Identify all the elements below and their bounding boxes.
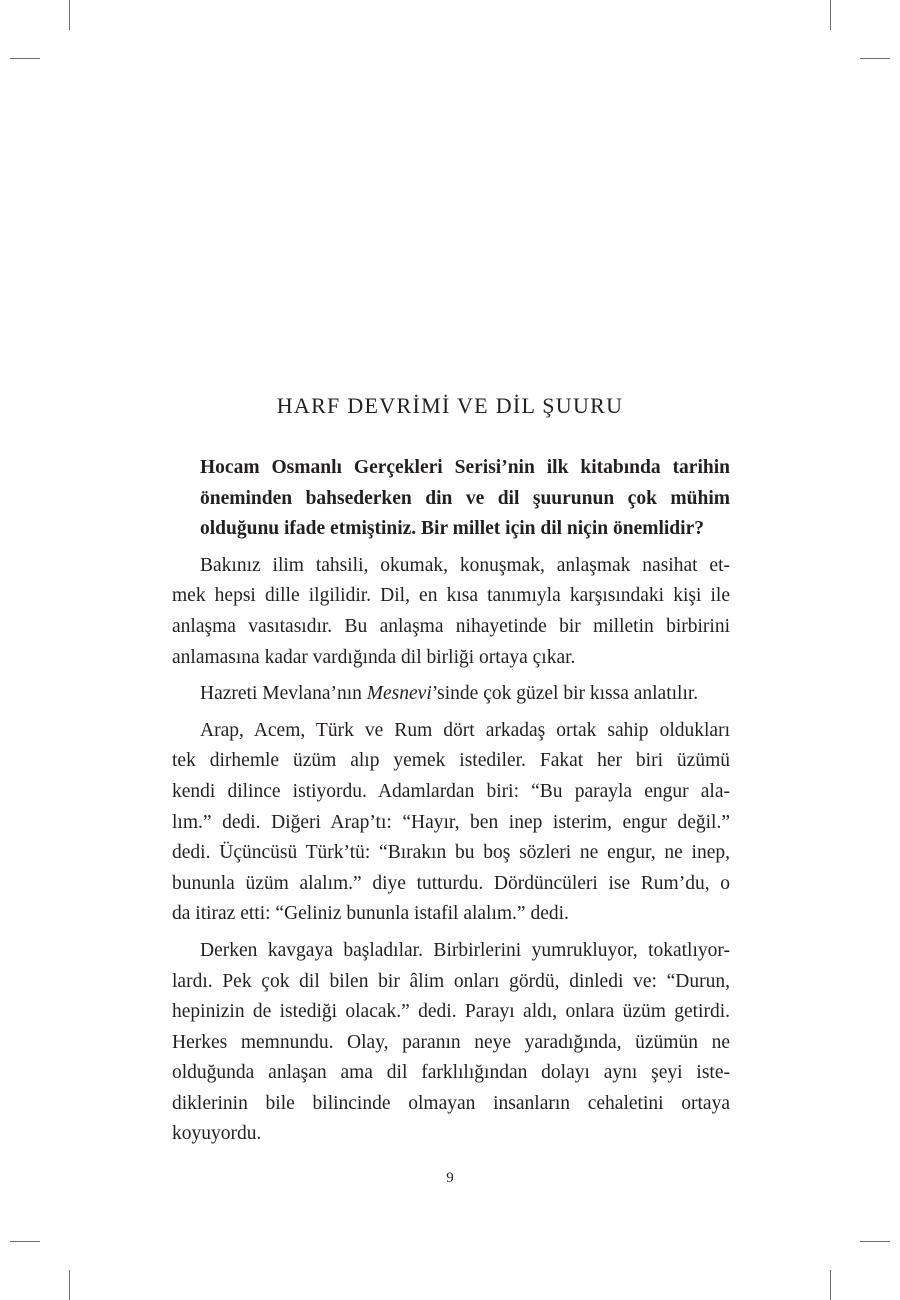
paragraph <box>172 679 730 710</box>
body-text <box>172 453 730 1156</box>
text-run: ’sinde çok güzel bir kıssa anlatılır. <box>431 683 699 705</box>
text-line: anlaşma vasıtasıdır. Bu anlaşma nihayetinde bir milletin birbirini <box>172 615 730 637</box>
text-line: koyuyordu. <box>172 1123 262 1145</box>
text-line: Bakınız ilim tahsili, okumak, konuşmak, anlaşmak nasihat et- <box>200 554 730 576</box>
paragraph <box>172 716 730 930</box>
crop-mark <box>10 58 40 59</box>
text-line: Arap, Acem, Türk ve Rum dört arkadaş ortak sahip oldukları <box>200 719 730 741</box>
crop-mark <box>69 1270 70 1300</box>
crop-mark <box>10 1241 40 1242</box>
text-line: öneminden bahsederken din ve dil şuurunun çok mühim <box>200 487 730 509</box>
text-line: lardı. Pek çok dil bilen bir âlim onları gördü, dinledi ve: “Durun, <box>172 970 730 992</box>
text-line: Herkes memnundu. Olay, paranın neye yaradığında, üzümün ne <box>172 1031 730 1053</box>
text-line: Hocam Osmanlı Gerçekleri Serisi’nin ilk kitabında tarihin <box>200 457 730 478</box>
text-line: Derken kavgaya başladılar. Birbirlerini yumrukluyor, tokatlıyor- <box>200 939 730 961</box>
paragraph <box>172 551 730 673</box>
paragraph <box>172 936 730 1150</box>
chapter-heading: HARF DEVRİMİ VE DİL ŞUURU <box>276 393 624 418</box>
text-line: olduğunda anlaşan ama dil farklılığından dolayı aynı şeyi iste- <box>172 1062 730 1084</box>
text-line: diklerinin bile bilincinde olmayan insanların cehaletini ortaya <box>172 1092 730 1114</box>
text-line: mek hepsi dille ilgilidir. Dil, en kısa tanımıyla karşısındaki kişi ile <box>172 585 730 607</box>
text-line: olduğunu ifade etmiştiniz. Bir millet için dil niçin önemlidir? <box>200 518 704 540</box>
text-line: dedi. Üçüncüsü Türk’tü: “Bırakın bu boş sözleri ne engur, ne inep, <box>172 842 730 864</box>
text-run: Hazreti Mevlana’nın <box>200 683 367 705</box>
crop-mark <box>860 58 890 59</box>
text-line: kendi dilince istiyordu. Adamlardan biri: “Bu parayla engur ala- <box>172 780 730 802</box>
text-line: anlamasına kadar vardığında dil birliği ortaya çıkar. <box>172 646 576 668</box>
crop-mark <box>69 0 70 30</box>
text-line: tek dirhemle üzüm alıp yemek istediler. Fakat her biri üzümü <box>172 750 730 772</box>
crop-mark <box>830 1270 831 1300</box>
text-line: bununla üzüm alalım.” diye tutturdu. Dördüncüleri ise Rum’du, o <box>172 872 730 894</box>
text-line: lım.” dedi. Diğeri Arap’tı: “Hayır, ben inep isterim, engur değil.” <box>172 811 730 833</box>
interview-question <box>172 453 730 545</box>
text-line: hepinizin de istediği olacak.” dedi. Parayı aldı, onlara üzüm getirdi. <box>172 1001 730 1023</box>
page-number: 9 <box>446 1170 454 1186</box>
text-line: da itiraz etti: “Geliniz bununla istafil alalım.” dedi. <box>172 903 569 925</box>
book-title: Mesnevi <box>366 683 432 705</box>
crop-mark <box>860 1241 890 1242</box>
crop-mark <box>830 0 831 30</box>
